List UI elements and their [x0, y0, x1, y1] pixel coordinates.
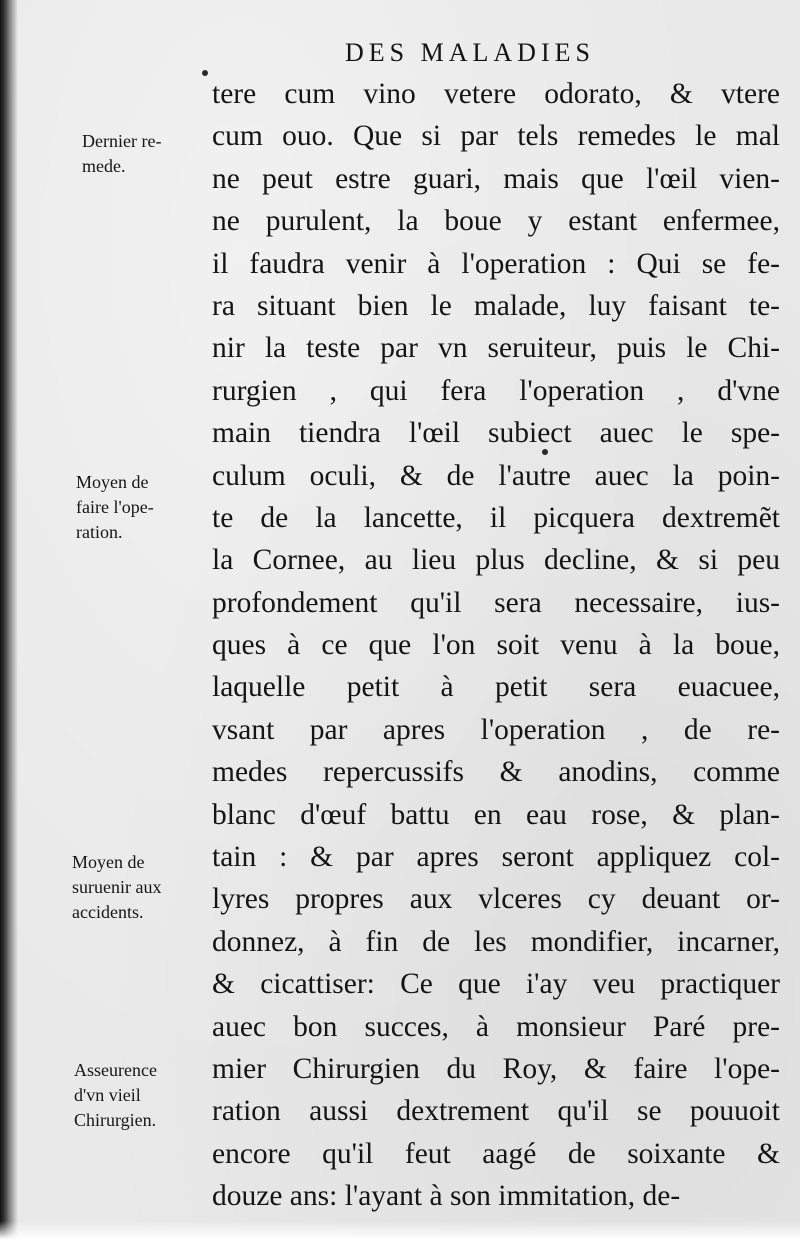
text-line: profondement qu'il sera necessaire, ius-	[212, 586, 780, 619]
text-line: auec bon succes, à monsieur Paré pre-	[212, 1010, 780, 1043]
text-line: la Cornee, au lieu plus decline, & si peu	[212, 544, 780, 577]
margin-note-line: mede.	[82, 156, 126, 176]
text-line: vsant par apres l'operation , de re-	[212, 713, 780, 746]
margin-note-line: d'vn vieil	[74, 1085, 141, 1105]
text-line: mier Chirurgien du Roy, & faire l'ope-	[212, 1052, 780, 1085]
text-line: & cicattiser: Ce que i'ay veu practiquer	[212, 968, 780, 1001]
page-bottom-margin	[0, 1221, 800, 1247]
text-line: culum oculi, & de l'autre auec la poin-	[212, 459, 780, 492]
margin-note-line: suruenir aux	[72, 877, 162, 897]
running-head: DES MALADIES	[345, 38, 595, 67]
text-line: cum ouo. Que si par tels remedes le mal	[212, 120, 780, 153]
text-line: ne peut estre guari, mais que l'œil vien-	[212, 162, 780, 195]
text-line: nir la teste par vn seruiteur, puis le Chi-	[212, 332, 780, 365]
text-line: ra situant bien le malade, luy faisant te-	[212, 289, 780, 322]
margin-note-line: accidents.	[72, 902, 144, 922]
text-line: ration aussi dextrement qu'il se pouuoit	[212, 1095, 780, 1128]
margin-note-moyen-accidents	[72, 850, 161, 925]
text-line: medes repercussifs & anodins, comme	[212, 756, 780, 789]
text-line: encore qu'il feut aagé de soixante &	[212, 1137, 780, 1170]
text-line: te de la lancette, il picquera dextremẽt	[212, 501, 780, 534]
main-text	[212, 73, 780, 1218]
margin-note-line: ration.	[76, 522, 123, 542]
margin-note-line: faire l'ope-	[76, 497, 154, 517]
ink-speck	[202, 70, 208, 76]
text-line: donnez, à fin de les mondifier, incarner,	[212, 925, 780, 958]
text-line: rurgien , qui fera l'operation , d'vne	[212, 374, 780, 407]
margin-note-dernier-remede	[82, 129, 161, 179]
text-line: laquelle petit à petit sera euacuee,	[212, 671, 780, 704]
text-line: ques à ce que l'on soit venu à la boue,	[212, 629, 780, 662]
text-line: il faudra venir à l'operation : Qui se fe-	[212, 247, 780, 280]
text-line: main tiendra l'œil subiect auec le spe-	[212, 417, 780, 450]
margin-note-asseurence	[74, 1058, 157, 1133]
page-binding-shadow	[0, 0, 18, 1247]
text-line: tere cum vino vetere odorato, & vtere	[212, 78, 780, 110]
margin-note-line: Moyen de	[72, 852, 145, 872]
text-line: douze ans: l'ayant à son immitation, de-	[212, 1180, 681, 1213]
ink-speck	[542, 449, 548, 455]
margin-note-moyen-operation	[76, 470, 154, 545]
margin-note-line: Moyen de	[76, 472, 149, 492]
margin-note-line: Chirurgien.	[74, 1110, 157, 1130]
margin-note-line: Asseurence	[74, 1060, 157, 1080]
margin-note-line: Dernier re-	[82, 131, 162, 151]
text-line: ne purulent, la boue y estant enfermee,	[212, 205, 780, 238]
text-line: blanc d'œuf battu en eau rose, & plan-	[212, 798, 780, 831]
text-line: tain : & par apres seront appliquez col-	[212, 841, 780, 874]
text-line: lyres propres aux vlceres cy deuant or-	[212, 883, 780, 916]
